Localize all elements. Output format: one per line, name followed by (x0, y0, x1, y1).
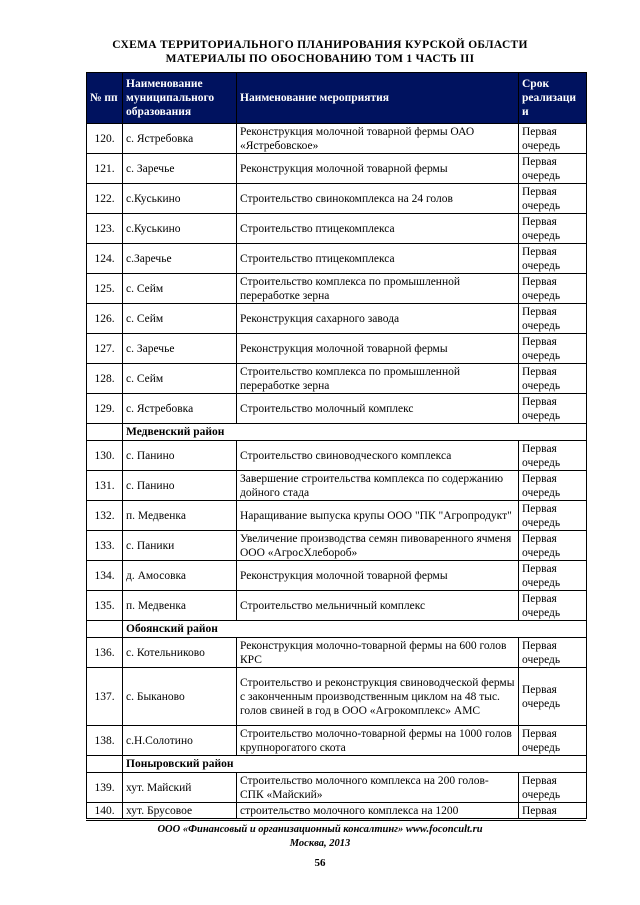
measure-cell: Реконструкция молочной товарной фермы (237, 561, 519, 591)
section-number-cell (87, 756, 123, 773)
period-cell: Первая очередь (519, 638, 587, 668)
measure-cell: Реконструкция молочно-товарной фермы на 600 голов КРС (237, 638, 519, 668)
period-cell: Первая очередь (519, 668, 587, 726)
municipality-cell: с.Куськино (123, 214, 237, 244)
measure-cell: Реконструкция молочной товарной фермы ОАО «Ястребовское» (237, 124, 519, 154)
municipality-cell: с.Н.Солотино (123, 726, 237, 756)
section-row (87, 424, 587, 441)
municipality-cell: хут. Майский (123, 773, 237, 803)
column-header-period: Срок реализаци и (519, 73, 587, 124)
footer-divider (86, 820, 586, 821)
table-row (87, 394, 587, 424)
measure-cell: строительство молочного комплекса на 1200 (237, 803, 519, 819)
measure-cell: Реконструкция сахарного завода (237, 304, 519, 334)
period-cell: Первая очередь (519, 154, 587, 184)
municipality-cell: с. Сейм (123, 274, 237, 304)
section-row (87, 621, 587, 638)
table-row (87, 244, 587, 274)
section-number-cell (87, 621, 123, 638)
section-number-cell (87, 424, 123, 441)
period-cell: Первая очередь (519, 591, 587, 621)
row-number-cell: 139. (87, 773, 123, 803)
period-cell: Первая (519, 803, 587, 819)
row-number-cell: 136. (87, 638, 123, 668)
municipality-cell: с. Сейм (123, 304, 237, 334)
municipality-cell: с. Паники (123, 531, 237, 561)
row-number-cell: 134. (87, 561, 123, 591)
period-cell: Первая очередь (519, 394, 587, 424)
measure-cell: Строительство свиноводческого комплекса (237, 441, 519, 471)
municipality-cell: хут. Брусовое (123, 803, 237, 819)
column-header-measure: Наименование мероприятия (237, 73, 519, 124)
table-row (87, 773, 587, 803)
table-row (87, 214, 587, 244)
table-row (87, 304, 587, 334)
measure-cell: Строительство комплекса по промышленной переработке зерна (237, 364, 519, 394)
table-row (87, 531, 587, 561)
period-cell: Первая очередь (519, 364, 587, 394)
row-number-cell: 131. (87, 471, 123, 501)
table-row (87, 441, 587, 471)
measure-cell: Строительство мельничный комплекс (237, 591, 519, 621)
municipality-cell: с. Панино (123, 441, 237, 471)
table-row (87, 334, 587, 364)
measure-cell: Строительство молочно-товарной фермы на 1000 голов крупнорогатого скота (237, 726, 519, 756)
municipality-cell: д. Амосовка (123, 561, 237, 591)
row-number-cell: 128. (87, 364, 123, 394)
row-number-cell: 120. (87, 124, 123, 154)
table-row (87, 726, 587, 756)
measure-cell: Строительство свинокомплекса на 24 голов (237, 184, 519, 214)
period-cell: Первая очередь (519, 501, 587, 531)
row-number-cell: 130. (87, 441, 123, 471)
table-row (87, 501, 587, 531)
measure-cell: Реконструкция молочной товарной фермы (237, 334, 519, 364)
period-cell: Первая очередь (519, 214, 587, 244)
municipality-cell: с. Заречье (123, 154, 237, 184)
row-number-cell: 127. (87, 334, 123, 364)
municipality-cell: п. Медвенка (123, 501, 237, 531)
section-title: Обоянский район (123, 621, 587, 638)
municipality-cell: с. Быканово (123, 668, 237, 726)
row-number-cell: 124. (87, 244, 123, 274)
measure-cell: Строительство молочный комплекс (237, 394, 519, 424)
column-header-municipality: Наименование муниципального образования (123, 73, 237, 124)
table-row (87, 591, 587, 621)
municipality-cell: с. Ястребовка (123, 394, 237, 424)
page-number: 56 (314, 857, 326, 869)
row-number-cell: 123. (87, 214, 123, 244)
period-cell: Первая очередь (519, 184, 587, 214)
table-row (87, 638, 587, 668)
row-number-cell: 138. (87, 726, 123, 756)
table-body (87, 124, 587, 819)
period-cell: Первая очередь (519, 561, 587, 591)
column-header-number: № пп (87, 73, 123, 124)
measure-cell: Строительство молочного комплекса на 200 голов- СПК «Майский» (237, 773, 519, 803)
measure-cell: Строительство комплекса по промышленной переработке зерна (237, 274, 519, 304)
table-row (87, 364, 587, 394)
period-cell: Первая очередь (519, 304, 587, 334)
measure-cell: Завершение строительства комплекса по содержанию дойного стада (237, 471, 519, 501)
measure-cell: Увеличение производства семян пивоваренного ячменя ООО «АгросХлебороб» (237, 531, 519, 561)
table-row (87, 561, 587, 591)
period-cell: Первая очередь (519, 274, 587, 304)
municipality-cell: с. Сейм (123, 364, 237, 394)
row-number-cell: 137. (87, 668, 123, 726)
municipality-cell: с. Заречье (123, 334, 237, 364)
period-cell: Первая очередь (519, 124, 587, 154)
table-row (87, 274, 587, 304)
table-row (87, 184, 587, 214)
period-cell: Первая очередь (519, 726, 587, 756)
period-cell: Первая очередь (519, 471, 587, 501)
table-header-row (87, 73, 587, 124)
row-number-cell: 129. (87, 394, 123, 424)
section-title: Поныровский район (123, 756, 587, 773)
municipality-cell: с.Заречье (123, 244, 237, 274)
section-title: Медвенский район (123, 424, 587, 441)
measure-cell: Наращивание выпуска крупы ООО "ПК "Агропродукт" (237, 501, 519, 531)
document-header-title: СХЕМА ТЕРРИТОРИАЛЬНОГО ПЛАНИРОВАНИЯ КУРСКОЙ ОБЛАСТИ (112, 39, 528, 51)
document-header-subtitle: МАТЕРИАЛЫ ПО ОБОСНОВАНИЮ ТОМ 1 ЧАСТЬ III (165, 53, 475, 65)
measure-cell: Реконструкция молочной товарной фермы (237, 154, 519, 184)
table-row (87, 803, 587, 819)
table-row (87, 124, 587, 154)
row-number-cell: 125. (87, 274, 123, 304)
measures-table (86, 72, 587, 819)
row-number-cell: 133. (87, 531, 123, 561)
footer-city-year: Москва, 2013 (289, 838, 351, 849)
row-number-cell: 140. (87, 803, 123, 819)
row-number-cell: 135. (87, 591, 123, 621)
table-row (87, 471, 587, 501)
municipality-cell: с. Панино (123, 471, 237, 501)
footer-company: ООО «Финансовый и организационный консалтинг» www.foconcult.ru (157, 824, 483, 835)
row-number-cell: 121. (87, 154, 123, 184)
period-cell: Первая очередь (519, 773, 587, 803)
period-cell: Первая очередь (519, 441, 587, 471)
row-number-cell: 122. (87, 184, 123, 214)
table-row (87, 154, 587, 184)
municipality-cell: п. Медвенка (123, 591, 237, 621)
period-cell: Первая очередь (519, 531, 587, 561)
row-number-cell: 126. (87, 304, 123, 334)
municipality-cell: с.Куськино (123, 184, 237, 214)
section-row (87, 756, 587, 773)
table-row (87, 668, 587, 726)
measure-cell: Строительство птицекомплекса (237, 244, 519, 274)
measure-cell: Строительство птицекомплекса (237, 214, 519, 244)
municipality-cell: с. Котельниково (123, 638, 237, 668)
period-cell: Первая очередь (519, 244, 587, 274)
municipality-cell: с. Ястребовка (123, 124, 237, 154)
measure-cell: Строительство и реконструкция свиноводческой фермы с законченным производственным циклом на 48 тыс. голов свиней в год в ООО «Агрокомплекс» АМС (237, 668, 519, 726)
period-cell: Первая очередь (519, 334, 587, 364)
row-number-cell: 132. (87, 501, 123, 531)
